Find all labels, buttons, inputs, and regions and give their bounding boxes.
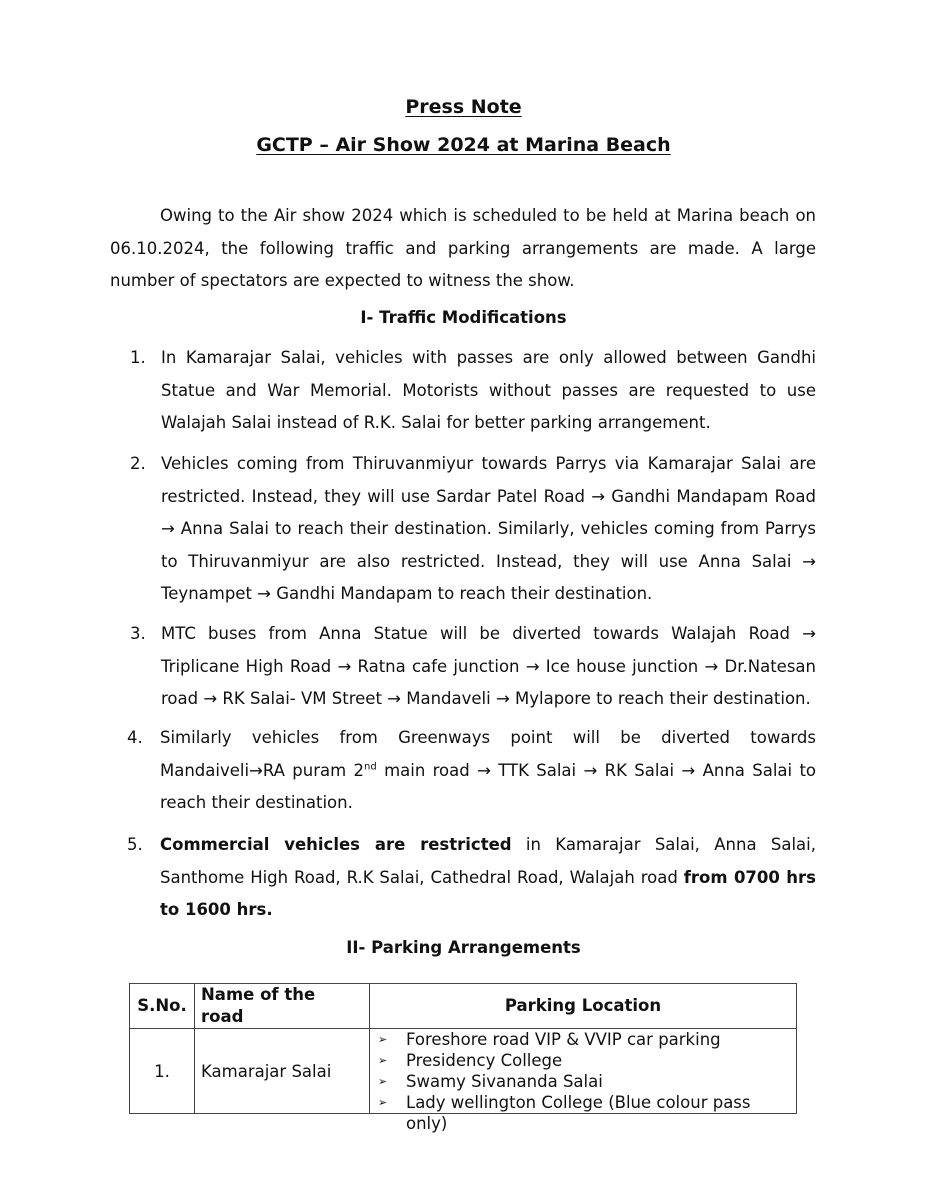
list-item <box>130 448 816 611</box>
list-item-text <box>160 722 816 820</box>
list-item-number: 3. <box>130 624 146 643</box>
location-item <box>376 1092 790 1133</box>
list-item <box>127 829 816 927</box>
list-item-number: 2. <box>130 454 146 473</box>
list-item-number: 5. <box>127 835 143 854</box>
list-item-text <box>160 829 816 927</box>
cell-sno: 1. <box>130 1029 195 1114</box>
location-item <box>376 1050 790 1071</box>
cell-locations <box>370 1029 797 1133</box>
traffic-modifications-heading: I- Traffic Modifications <box>360 308 567 327</box>
column-header-location: Parking Location <box>370 984 797 1029</box>
arrow-bullet-icon: ➢ <box>378 1075 388 1088</box>
list-item-text: In Kamarajar Salai, vehicles with passes are only allowed between Gandhi Statue and War Memorial. Motorists without passes are requested to use Walajah Salai instead of R.K. Salai for better parking arrangement. <box>161 348 816 432</box>
location-item <box>376 1029 790 1050</box>
parking-table <box>129 983 797 1133</box>
arrow-bullet-icon: ➢ <box>378 1033 388 1046</box>
location-item <box>376 1071 790 1092</box>
column-header-sno: S.No. <box>130 984 195 1029</box>
list-item <box>127 722 817 820</box>
table-row <box>130 1029 797 1114</box>
location-text: Lady wellington College (Blue colour pass only) <box>406 1093 751 1133</box>
table-header-row <box>130 984 797 1029</box>
bold-text: from 0700 hrs to 1600 hrs. <box>160 867 816 919</box>
list-item-number: 4. <box>127 728 143 747</box>
list-item <box>130 342 816 440</box>
bold-text: Commercial vehicles are restricted <box>160 835 512 854</box>
location-text: Foreshore road VIP & VVIP car parking <box>406 1030 721 1049</box>
page-title: Press Note <box>405 96 522 118</box>
page-subtitle: GCTP – Air Show 2024 at Marina Beach <box>256 134 671 156</box>
location-list <box>376 1029 790 1133</box>
list-item-text: Vehicles coming from Thiruvanmiyur towards Parrys via Kamarajar Salai are restricted. Instead, they will use Sardar Patel Road → Gandhi Mandapam Road → Anna Salai to reach their destination. Similarly, vehicles coming from Parrys to Thiruvanmiyur are also restricted. Instead, they will use Anna Salai → Teynampet → Gandhi Mandapam to reach their destination. <box>161 454 816 603</box>
cell-road: Kamarajar Salai <box>195 1029 370 1114</box>
list-item <box>130 618 816 716</box>
superscript: nd <box>364 761 377 772</box>
arrow-bullet-icon: ➢ <box>378 1096 388 1109</box>
intro-paragraph: Owing to the Air show 2024 which is scheduled to be held at Marina beach on 06.10.2024, the following traffic and parking arrangements are made. A large number of spectators are expected to witness the show. <box>110 206 816 290</box>
list-item-text-part: main road → TTK Salai → RK Salai → Anna Salai to reach their destination. <box>160 760 817 812</box>
arrow-bullet-icon: ➢ <box>378 1054 388 1067</box>
list-item-text: MTC buses from Anna Statue will be diverted towards Walajah Road → Triplicane High Road → Ratna cafe junction → Ice house junction → Dr.Natesan road → RK Salai- VM Street → Mandaveli → Mylapore to reach their destination. <box>161 624 816 708</box>
location-text: Presidency College <box>406 1051 563 1070</box>
list-item-number: 1. <box>130 348 146 367</box>
column-header-road: Name of the road <box>195 984 370 1029</box>
parking-arrangements-heading: II- Parking Arrangements <box>346 938 581 957</box>
location-text: Swamy Sivananda Salai <box>406 1072 603 1091</box>
list-item-text-part: in Kamarajar Salai, Anna Salai, Santhome High Road, R.K Salai, Cathedral Road, Walajah road <box>160 835 816 887</box>
list-item-text-part: Similarly vehicles from Greenways point will be diverted towards Mandaiveli→RA puram 2 <box>160 728 816 780</box>
